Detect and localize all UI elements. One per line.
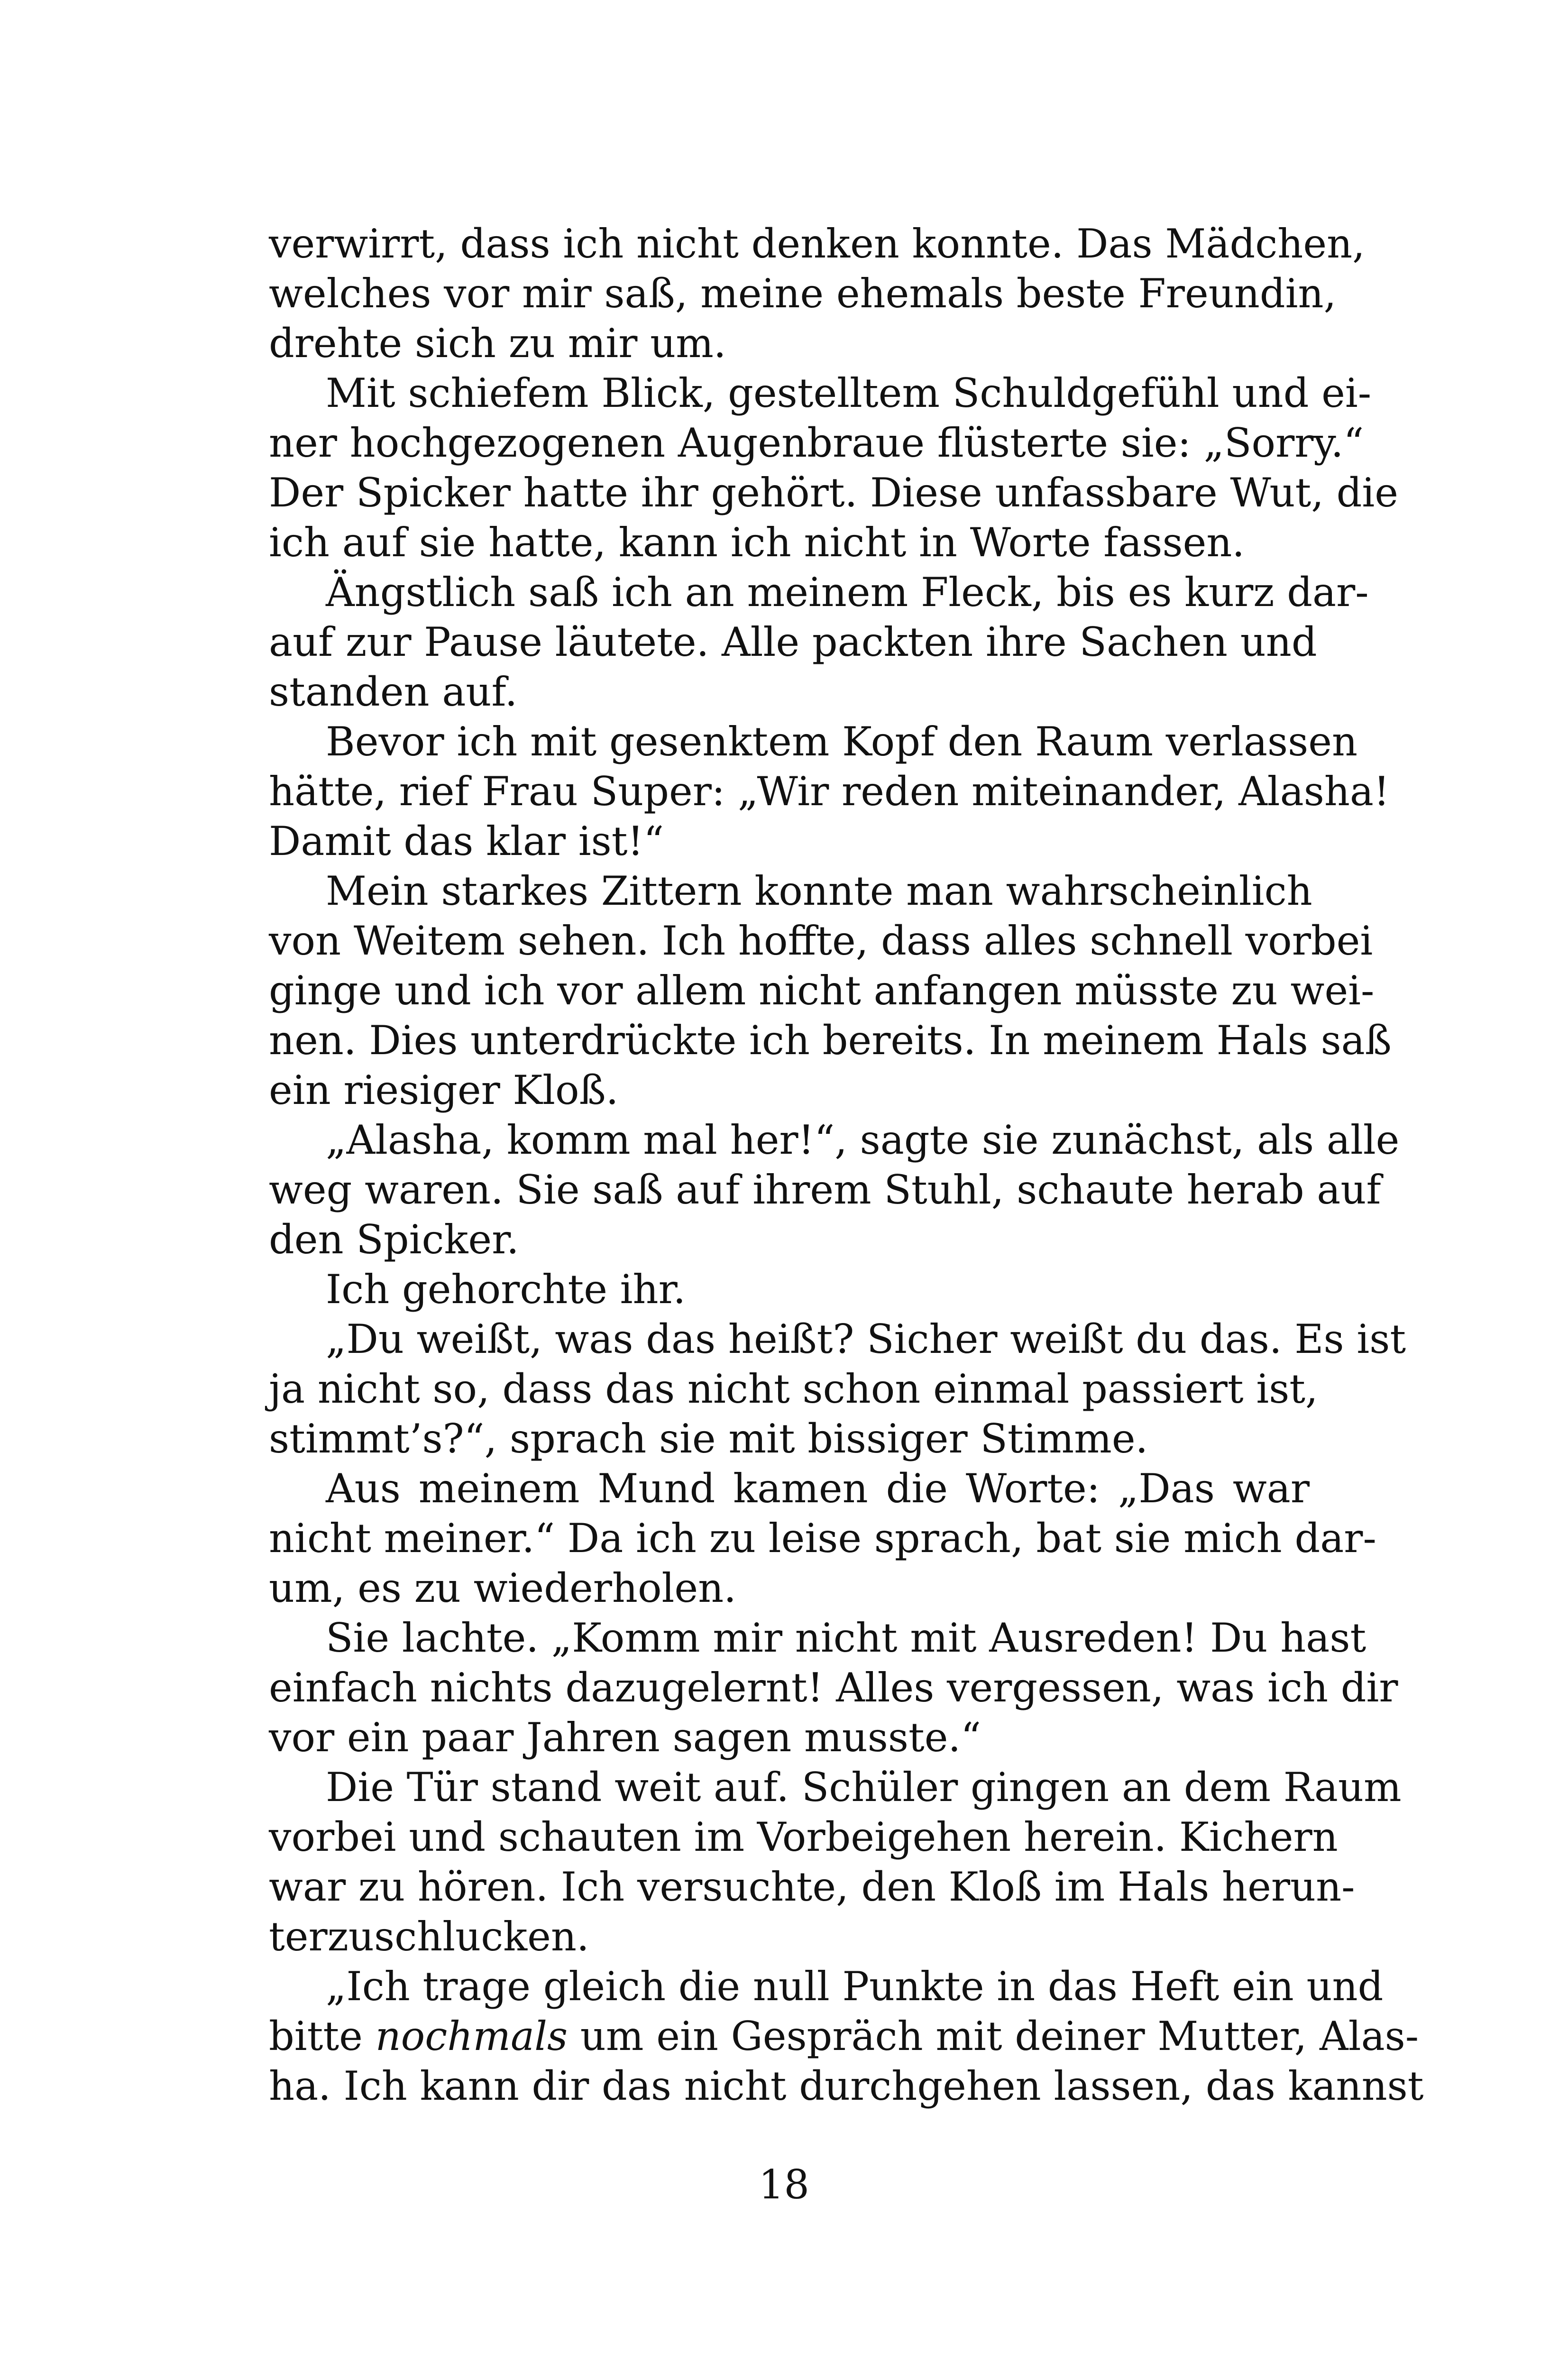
- text-line: bitte nochmals um ein Gespräch mit deiner Mutter, Alas-: [269, 2013, 1419, 2059]
- paragraph: [269, 1265, 1310, 1314]
- text-line: drehte sich zu mir um.: [269, 320, 726, 367]
- text-line: welches vor mir saß, meine ehemals beste Freundin,: [269, 270, 1337, 317]
- text-line: ein riesiger Kloß.: [269, 1067, 619, 1113]
- text-line: nicht meiner.“ Da ich zu leise sprach, bat sie mich dar-: [269, 1515, 1376, 1562]
- paragraph: [269, 1115, 1400, 1265]
- text-line: war zu hören. Ich versuchte, den Kloß im Hals herun-: [269, 1864, 1355, 1910]
- text-line: von Weitem sehen. Ich hoffte, dass alles schnell vorbei: [269, 918, 1373, 964]
- text-line: Ängstlich saß ich an meinem Fleck, bis es kurz dar-: [326, 569, 1369, 616]
- text-line: stimmt’s?“, sprach sie mit bissiger Stimme.: [269, 1415, 1148, 1462]
- text-line: Damit das klar ist!“: [269, 818, 664, 864]
- text-line: ja nicht so, dass das nicht schon einmal passiert ist,: [269, 1366, 1318, 1412]
- text-line: Bevor ich mit gesenktem Kopf den Raum verlassen: [326, 718, 1358, 765]
- text-line: Die Tür stand weit auf. Schüler gingen an dem Raum: [326, 1764, 1402, 1810]
- text-line: „Du weißt, was das heißt? Sicher weißt du das. Es ist: [326, 1316, 1406, 1362]
- text-line: ha. Ich kann dir das nicht durchgehen lassen, das kannst: [269, 2063, 1424, 2109]
- paragraph: [269, 1464, 1376, 1613]
- text-line: „Ich trage gleich die null Punkte in das Heft ein und: [326, 1963, 1384, 2010]
- text-line: vor ein paar Jahren sagen musste.“: [269, 1714, 981, 1761]
- text-line: ich auf sie hatte, kann ich nicht in Worte fassen.: [269, 519, 1245, 566]
- paragraph: [269, 219, 1365, 368]
- text-line: auf zur Pause läutete. Alle packten ihre Sachen und: [269, 619, 1317, 665]
- paragraph: [269, 368, 1398, 568]
- text-line: Aus meinem Mund kamen die Worte: „Das war: [326, 1465, 1310, 1512]
- body-text: [269, 219, 1424, 2111]
- paragraph: [269, 1763, 1402, 1962]
- text-line: standen auf.: [269, 669, 518, 715]
- paragraph: [269, 568, 1369, 717]
- text-line: vorbei und schauten im Vorbeigehen herein. Kichern: [269, 1814, 1338, 1860]
- text-line: nen. Dies unterdrückte ich bereits. In meinem Hals saß: [269, 1017, 1392, 1064]
- text-line: Sie lachte. „Komm mir nicht mit Ausreden! Du hast: [326, 1615, 1366, 1661]
- text-line: den Spicker.: [269, 1216, 519, 1263]
- text-line: ginge und ich vor allem nicht anfangen müsste zu wei-: [269, 967, 1375, 1014]
- paragraph: [269, 866, 1392, 1115]
- text-line: hätte, rief Frau Super: „Wir reden miteinander, Alasha!: [269, 768, 1390, 815]
- paragraph: [269, 717, 1390, 866]
- text-line: verwirrt, dass ich nicht denken konnte. Das Mädchen,: [269, 221, 1365, 267]
- paragraph: [269, 1962, 1424, 2111]
- paragraph: [269, 1613, 1398, 1763]
- text-line: Ich gehorchte ihr.: [326, 1266, 686, 1313]
- emphasis: nochmals: [375, 2013, 568, 2059]
- text-line: Mein starkes Zittern konnte man wahrscheinlich: [326, 868, 1312, 914]
- text-line: ner hochgezogenen Augenbraue flüsterte sie: „Sorry.“: [269, 420, 1364, 466]
- text-line: Mit schiefem Blick, gestelltem Schuldgefühl und ei-: [326, 370, 1372, 416]
- text-line: weg waren. Sie saß auf ihrem Stuhl, schaute herab auf: [269, 1167, 1381, 1213]
- text-line: Der Spicker hatte ihr gehört. Diese unfassbare Wut, die: [269, 469, 1398, 516]
- text-line: einfach nichts dazugelernt! Alles vergessen, was ich dir: [269, 1664, 1398, 1711]
- text-line: terzuschlucken.: [269, 1913, 589, 1960]
- text-line: „Alasha, komm mal her!“, sagte sie zunächst, als alle: [326, 1117, 1400, 1163]
- text-line: um, es zu wiederholen.: [269, 1565, 736, 1611]
- paragraph: [269, 1314, 1406, 1464]
- page-number: 18: [759, 2161, 809, 2208]
